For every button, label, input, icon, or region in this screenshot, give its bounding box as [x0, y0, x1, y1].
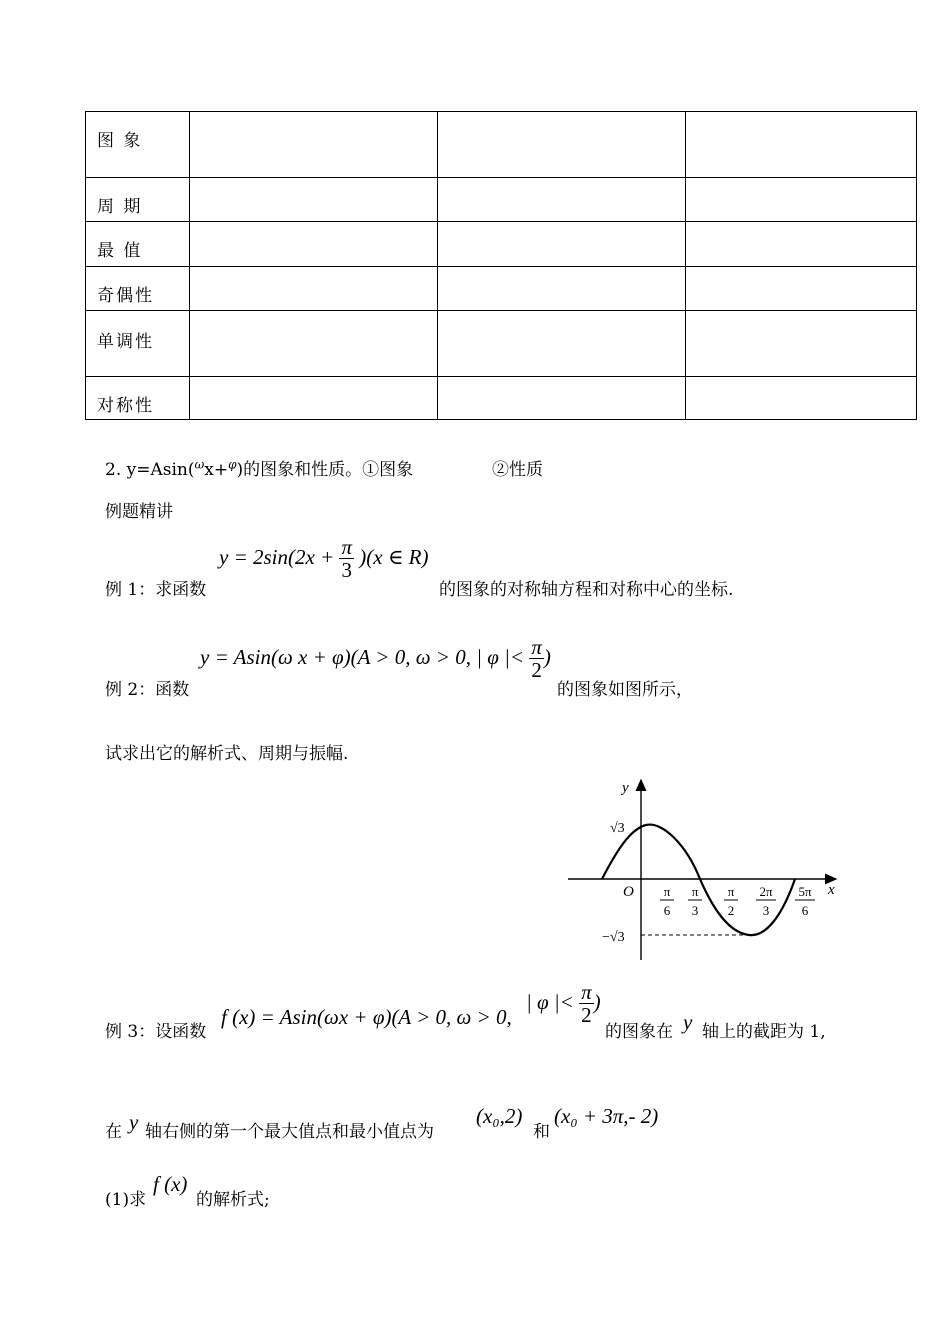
y-label: y: [622, 780, 629, 796]
example-3-formula: f (x) = Asin(ωx + φ)(A > 0, ω > 0,: [221, 1005, 512, 1029]
tick-2pi-3: [756, 884, 776, 918]
phi-symbol: φ: [228, 457, 237, 472]
svg-text:3: 3: [691, 903, 699, 918]
example-3-line2-b: 轴右侧的第一个最大值点和最小值点为: [145, 1122, 434, 1142]
tick-pi-6: [660, 884, 674, 918]
example-3-tail-b: 轴上的截距为 1,: [702, 1022, 826, 1042]
tick-5pi-6: [795, 884, 815, 918]
example-2-formula: y = Asin(ω x + φ)(A > 0, ω > 0, | φ |< $\frac{\pi}{2}$ ): [200, 635, 551, 682]
question-1-a: (1)求: [105, 1190, 147, 1210]
svg-text:3: 3: [762, 903, 770, 918]
svg-text:π: π: [663, 884, 671, 899]
y-variable: y: [129, 1110, 139, 1134]
svg-text:π: π: [727, 884, 735, 899]
fraction: $\frac{\pi}{2}$: [581, 980, 592, 1027]
min-value-label: −√3: [602, 930, 625, 945]
row-label: 对称性: [86, 377, 190, 420]
example-3-line2-c: 和: [533, 1122, 550, 1142]
tick-pi-3: [688, 884, 702, 918]
x-label: x: [828, 882, 835, 898]
section-heading: 例题精讲: [105, 502, 173, 522]
row-label: 奇偶性: [86, 267, 190, 311]
example-3-tail-a: 的图象在: [605, 1022, 673, 1042]
max-point: (x₀,2): [476, 1104, 523, 1128]
row-label: 周 期: [86, 178, 190, 222]
item-2-line: 2. y=Asin($^\omega$x+$^\varphi$)的图象和性质。①图象: [105, 457, 414, 480]
svg-text:6: 6: [663, 903, 671, 918]
svg-text:2: 2: [727, 903, 735, 918]
svg-text:6: 6: [801, 903, 809, 918]
table-row: [86, 377, 917, 420]
example-1-label: 例 1：求函数: [105, 580, 207, 600]
table-row: [86, 222, 917, 267]
function-f: f (x): [153, 1172, 188, 1196]
fraction: $\frac{\pi}{3}$: [341, 535, 353, 582]
item-2-property: ②性质: [492, 460, 543, 480]
example-2-label: 例 2：函数: [105, 680, 190, 700]
row-label: 图 象: [86, 112, 190, 178]
table-row: [86, 267, 917, 311]
svg-text:5π: 5π: [798, 884, 812, 899]
svg-text:2π: 2π: [759, 884, 773, 899]
tick-pi-2: [724, 884, 738, 918]
example-2-question: 试求出它的解析式、周期与振幅.: [105, 744, 349, 764]
min-point: (x₀ + 3π,- 2): [554, 1104, 659, 1128]
sine-curve: [602, 825, 795, 936]
example-3-condition: | φ |< $\frac{\pi}{2}$ ): [526, 980, 601, 1027]
table-row: [86, 112, 917, 178]
example-1-tail: 的图象的对称轴方程和对称中心的坐标.: [439, 580, 734, 600]
properties-table: [85, 111, 917, 420]
sine-graph: [560, 770, 850, 965]
origin-label: O: [623, 884, 634, 900]
row-label: 单调性: [86, 311, 190, 377]
svg-text:π: π: [691, 884, 699, 899]
max-value-label: √3: [610, 821, 625, 836]
table-row: [86, 311, 917, 377]
example-1-formula: y = 2sin(2x + $\frac{\pi}{3}$ )(x ∈ R): [219, 535, 429, 582]
y-variable: y: [683, 1010, 693, 1034]
fraction: $\frac{\pi}{2}$: [531, 635, 542, 682]
example-2-tail: 的图象如图所示，: [557, 680, 693, 700]
example-3-label: 例 3：设函数: [105, 1022, 207, 1042]
table-row: [86, 178, 917, 222]
example-3-line2-a: 在: [105, 1122, 122, 1142]
question-1-b: 的解析式;: [196, 1190, 270, 1210]
omega-symbol: ω: [194, 457, 205, 472]
row-label: 最 值: [86, 222, 190, 267]
